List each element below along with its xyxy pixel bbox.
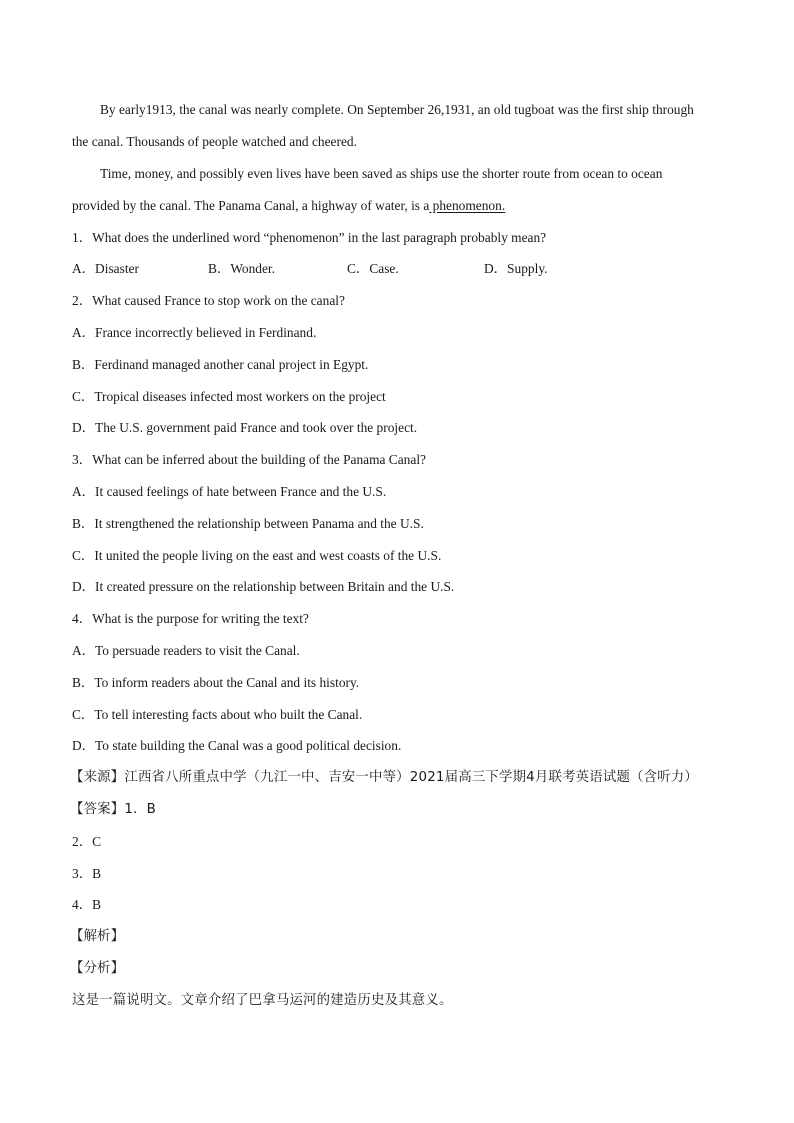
analysis-sub-label: 【分析】 — [70, 961, 125, 976]
answer-line-4: 4．B — [72, 897, 102, 912]
question-1-option-c: C．Case. — [347, 261, 399, 276]
passage-p2-line1: Time, money, and possibly even lives have been saved as ships use the shorter route from ocean to ocean — [100, 166, 663, 181]
question-1-option-b: B．Wonder. — [208, 261, 275, 276]
question-3-option-b: B．It strengthened the relationship between Panama and the U.S. — [72, 516, 424, 531]
source-line: 【来源】江西省八所重点中学（九江一中、吉安一中等）2021届高三下学期4月联考英语试题（含听力） — [70, 770, 698, 785]
question-3-option-c: C．It united the people living on the east and west coasts of the U.S. — [72, 548, 442, 563]
question-4-stem: 4．What is the purpose for writing the text? — [72, 611, 309, 626]
passage-p1-line1: By early1913, the canal was nearly complete. On September 26,1931, an old tugboat was the first ship through — [100, 102, 694, 117]
question-3-option-a: A．It caused feelings of hate between France and the U.S. — [72, 484, 387, 499]
question-3-option-d: D．It created pressure on the relationship between Britain and the U.S. — [72, 579, 455, 594]
question-2-stem: 2．What caused France to stop work on the canal? — [72, 293, 345, 308]
question-4-option-a: A．To persuade readers to visit the Canal. — [72, 643, 300, 658]
answer-line-1: 【答案】1．B — [70, 802, 157, 817]
question-2-option-b: B．Ferdinand managed another canal project in Egypt. — [72, 357, 369, 372]
question-4-option-d: D．To state building the Canal was a good political decision. — [72, 738, 402, 753]
passage-p2-line2 — [72, 197, 505, 215]
answer-line-2: 2．C — [72, 834, 102, 849]
analysis-text: 这是一篇说明文。文章介绍了巴拿马运河的建造历史及其意义。 — [72, 993, 453, 1008]
question-1-option-d: D．Supply. — [484, 261, 548, 276]
passage-p2-line2-text: provided by the canal. The Panama Canal, a highway of water, is a — [72, 198, 430, 213]
question-3-stem: 3．What can be inferred about the building of the Panama Canal? — [72, 452, 426, 467]
question-4-option-b: B．To inform readers about the Canal and its history. — [72, 675, 360, 690]
question-1-option-a: A．Disaster — [72, 261, 139, 276]
question-1-stem: 1．What does the underlined word “phenomenon” in the last paragraph probably mean? — [72, 230, 547, 245]
analysis-label: 【解析】 — [70, 929, 125, 944]
question-4-option-c: C．To tell interesting facts about who built the Canal. — [72, 707, 363, 722]
answer-line-3: 3．B — [72, 866, 102, 881]
passage-p1-line2: the canal. Thousands of people watched and cheered. — [72, 134, 357, 149]
question-2-option-d: D．The U.S. government paid France and took over the project. — [72, 420, 418, 435]
underlined-word: phenomenon. — [429, 198, 506, 213]
question-2-option-c: C．Tropical diseases infected most workers on the project — [72, 389, 386, 404]
question-2-option-a: A．France incorrectly believed in Ferdinand. — [72, 325, 317, 340]
